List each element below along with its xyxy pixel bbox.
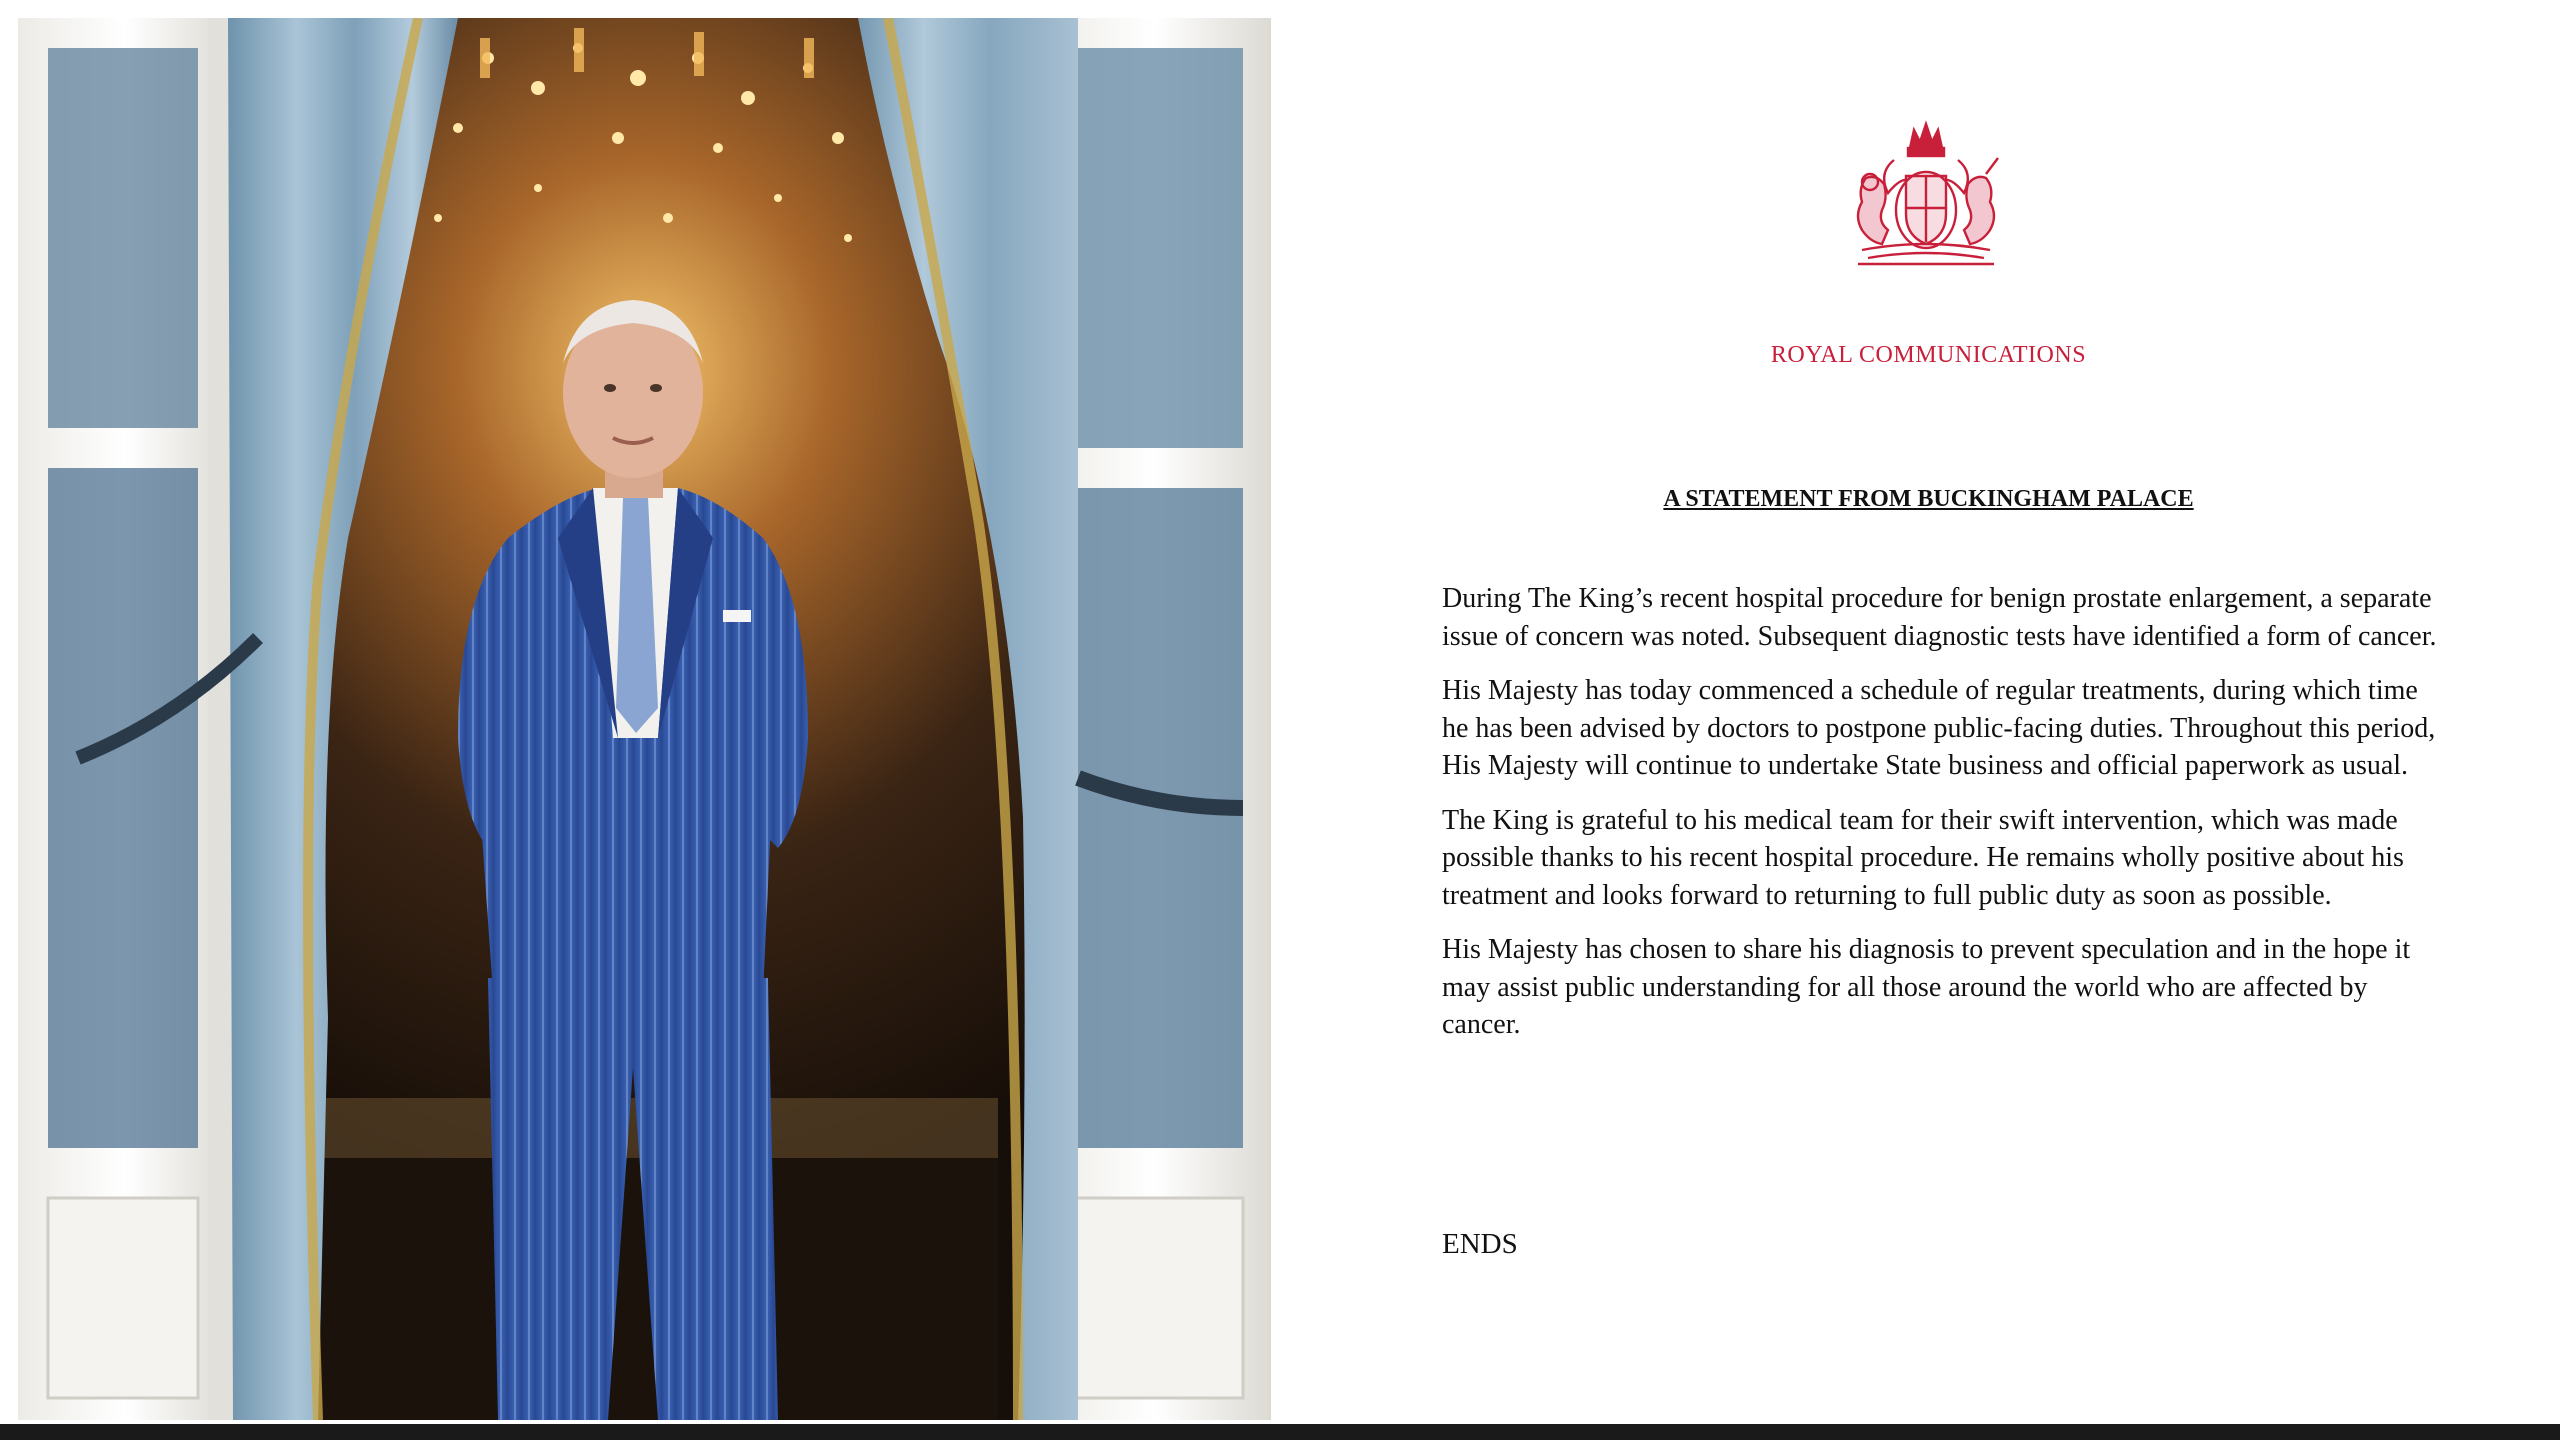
portrait-photo (18, 18, 1271, 1420)
statement-paragraph: His Majesty has today commenced a schedule of regular treatments, during which time he has been advised by doctors to postpone public-facing duties. Throughout this period, His Majesty will continue to undertake State business and official paperwork as usual. (1442, 675, 2436, 781)
statement-paragraph: During The King’s recent hospital procedure for benign prostate enlargement, a separate issue of concern was noted. Subsequent diagnostic tests have identified a form of cancer. (1442, 583, 2437, 652)
organization-name: ROYAL COMMUNICATIONS (1770, 342, 2087, 368)
royal-coat-of-arms-icon (1848, 118, 2004, 268)
statement-paragraph: His Majesty has chosen to share his diagnosis to prevent speculation and in the hope it may assist public understanding for all those around the world who are affected by cancer. (1442, 934, 2411, 1040)
statement-paragraph: The King is grateful to his medical team for their swift intervention, which was made possible thanks to his recent hospital procedure. He remains wholly positive about his treatment and looks forward to returning to full public duty as soon as possible. (1442, 804, 2404, 911)
statement-panel (1370, 0, 2560, 1420)
closing-marker: ENDS (1442, 1228, 1518, 1260)
statement-headline: A STATEMENT FROM BUCKINGHAM PALACE (1663, 486, 2194, 512)
bottom-border (0, 1424, 2560, 1440)
statement-body (1442, 580, 2442, 1061)
